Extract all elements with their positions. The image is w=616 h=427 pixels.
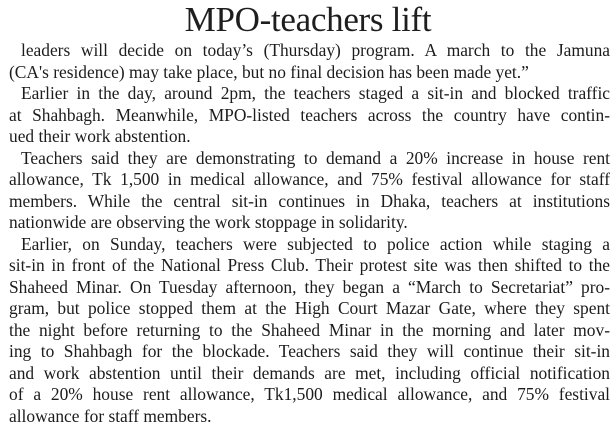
article-line: Teachers said they are demonstrating to demand a 20% increase in house rent (9, 148, 610, 170)
article-line: Earlier, on Sunday, teachers were subjected to police action while staging a (9, 234, 610, 256)
article-line: Earlier in the day, around 2pm, the teachers staged a sit-in and blocked traffic (9, 83, 610, 105)
article-line: the night before returning to the Shaheed Minar in the morning and later mov- (9, 320, 610, 342)
article-line: Shaheed Minar. On Tuesday afternoon, they began a “March to Secretariat” pro- (9, 277, 610, 299)
article-body (9, 40, 610, 427)
article-line: ued their work abstention. (9, 126, 610, 148)
article-line: sit-in in front of the National Press Club. Their protest site was then shifted to the (9, 255, 610, 277)
article-line: members. While the central sit-in continues in Dhaka, teachers at institutions (9, 191, 610, 213)
article-line: allowance, Tk 1,500 in medical allowance, and 75% festival allowance for staff (9, 169, 610, 191)
article-line: (CA's residence) may take place, but no final decision has been made yet.” (9, 62, 610, 84)
article-line: at Shahbagh. Meanwhile, MPO-listed teachers across the country have contin- (9, 105, 610, 127)
article-line: leaders will decide on today’s (Thursday) program. A march to the Jamuna (9, 40, 610, 62)
article-line: gram, but police stopped them at the High Court Mazar Gate, where they spent (9, 298, 610, 320)
article-line: nationwide are observing the work stoppage in solidarity. (9, 212, 610, 234)
article-line: of a 20% house rent allowance, Tk1,500 medical allowance, and 75% festival (9, 384, 610, 406)
article-line: allowance for staff members. (9, 406, 610, 427)
article-line: ing to Shahbagh for the blockade. Teachers said they will continue their sit-in (9, 341, 610, 363)
article-line: and work abstention until their demands are met, including official notification (9, 363, 610, 385)
headline: MPO-teachers lift (0, 0, 616, 40)
